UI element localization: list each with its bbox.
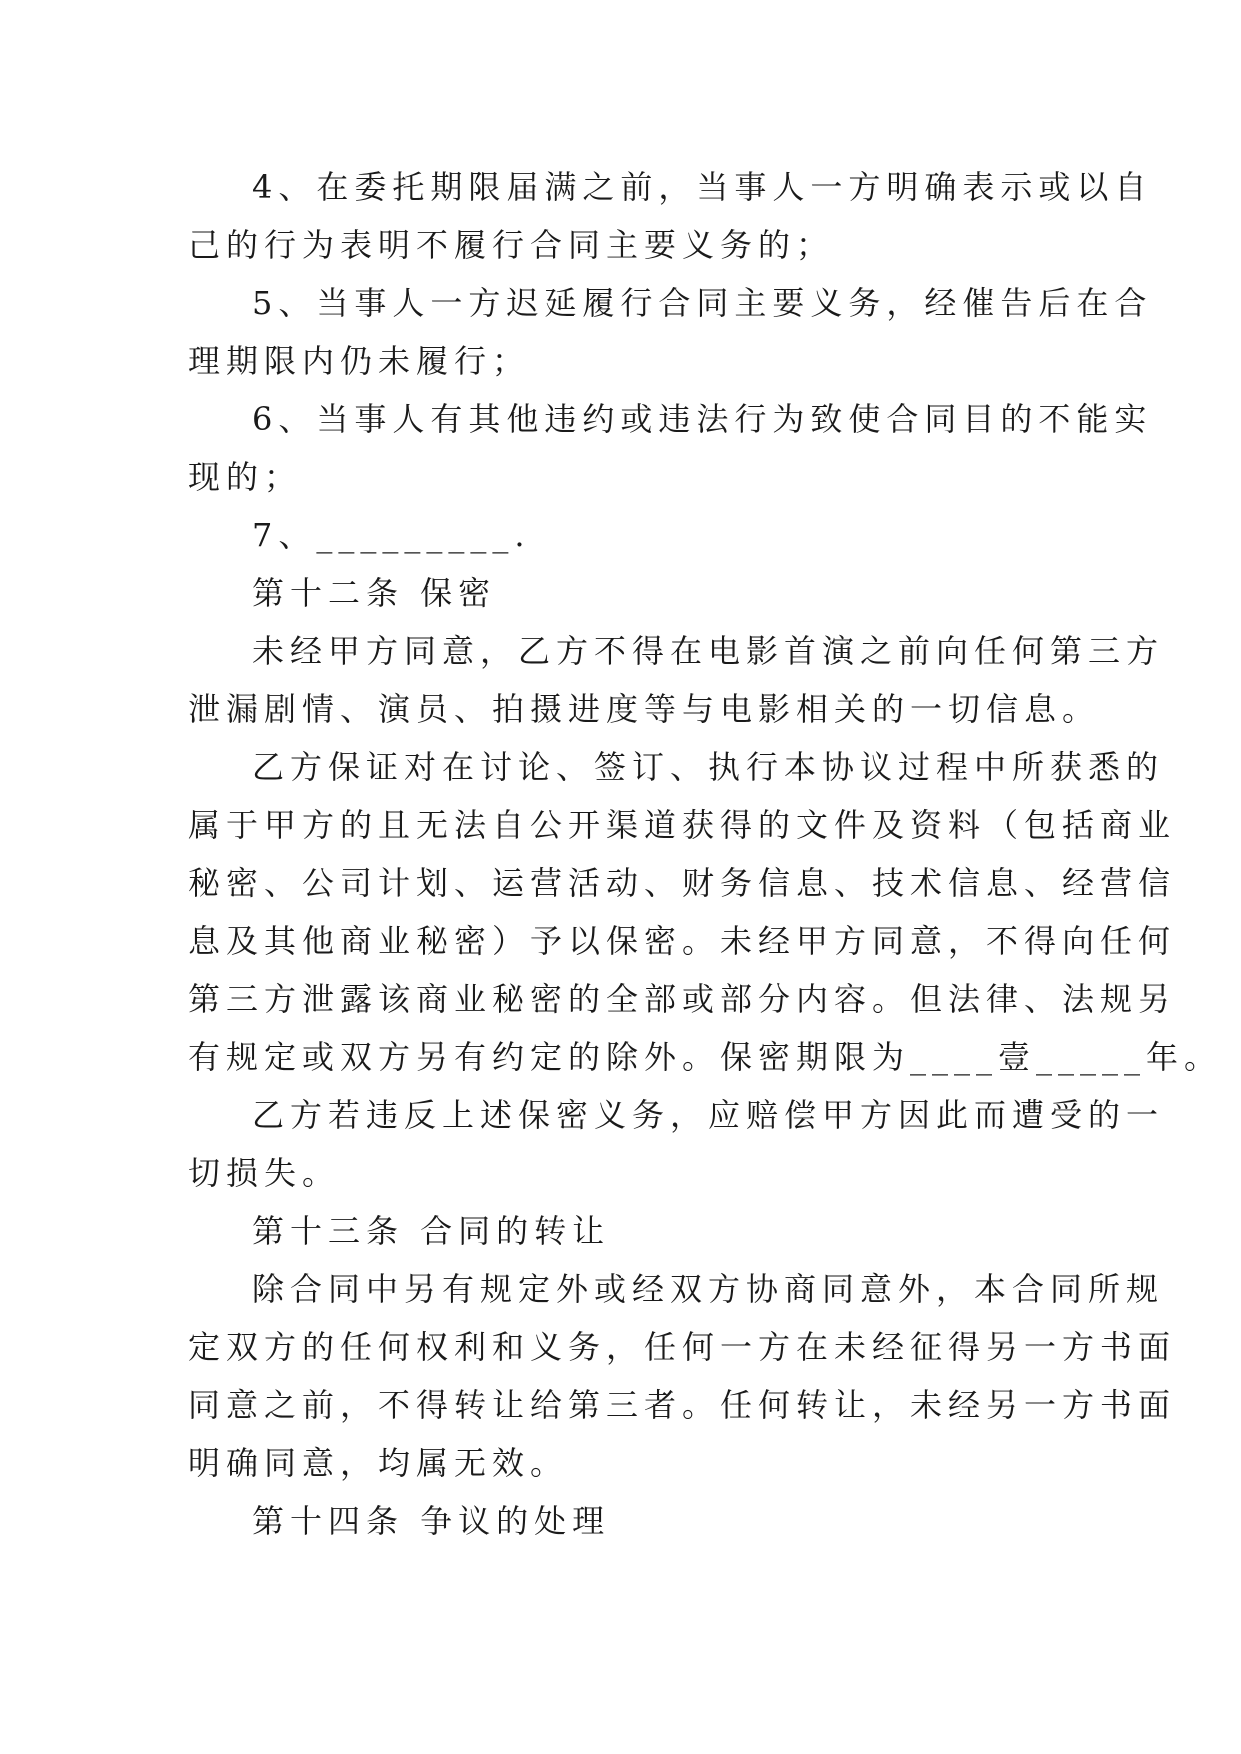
document-line: 第十四条 争议的处理 — [252, 1502, 611, 1540]
document-line: 乙方保证对在讨论、签订、执行本协议过程中所获悉的 — [252, 748, 1165, 786]
document-body — [188, 158, 1223, 1550]
document-line: 现的； — [188, 458, 303, 496]
document-line: 乙方若违反上述保密义务，应赔偿甲方因此而遭受的一 — [252, 1096, 1165, 1134]
document-line: 息及其他商业秘密）予以保密。未经甲方同意，不得向任何 — [188, 922, 1177, 960]
document-line: 泄漏剧情、演员、拍摄进度等与电影相关的一切信息。 — [188, 690, 1101, 728]
document-line: 定双方的任何权利和义务，任何一方在未经征得另一方书面 — [188, 1328, 1177, 1366]
document-line: 秘密、公司计划、运营活动、财务信息、技术信息、经营信 — [188, 864, 1177, 902]
document-line: 理期限内仍未履行； — [188, 342, 531, 380]
document-line: 己的行为表明不履行合同主要义务的； — [188, 226, 835, 264]
document-line: 未经甲方同意，乙方不得在电影首演之前向任何第三方 — [252, 632, 1165, 670]
document-line: 4、在委托期限届满之前，当事人一方明确表示或以自 — [252, 168, 1153, 206]
document-line: 同意之前，不得转让给第三者。任何转让，未经另一方书面 — [188, 1386, 1177, 1424]
document-line: 第十二条 保密 — [252, 574, 497, 612]
document-line: 第十三条 合同的转让 — [252, 1212, 611, 1250]
document-line: 7、_________. — [252, 516, 531, 554]
document-line: 切损失。 — [188, 1154, 341, 1192]
document-line: 明确同意，均属无效。 — [188, 1444, 569, 1482]
document-line: 属于甲方的且无法自公开渠道获得的文件及资料（包括商业 — [188, 806, 1177, 844]
document-line: 6、当事人有其他违约或违法行为致使合同目的不能实 — [252, 400, 1153, 438]
document-line: 除合同中另有规定外或经双方协商同意外，本合同所规 — [252, 1270, 1165, 1308]
document-line: 第三方泄露该商业秘密的全部或部分内容。但法律、法规另 — [188, 980, 1177, 1018]
document-line: 5、当事人一方迟延履行合同主要义务，经催告后在合 — [252, 284, 1153, 322]
document-line: 有规定或双方另有约定的除外。保密期限为____壹_____年。 — [188, 1038, 1223, 1076]
